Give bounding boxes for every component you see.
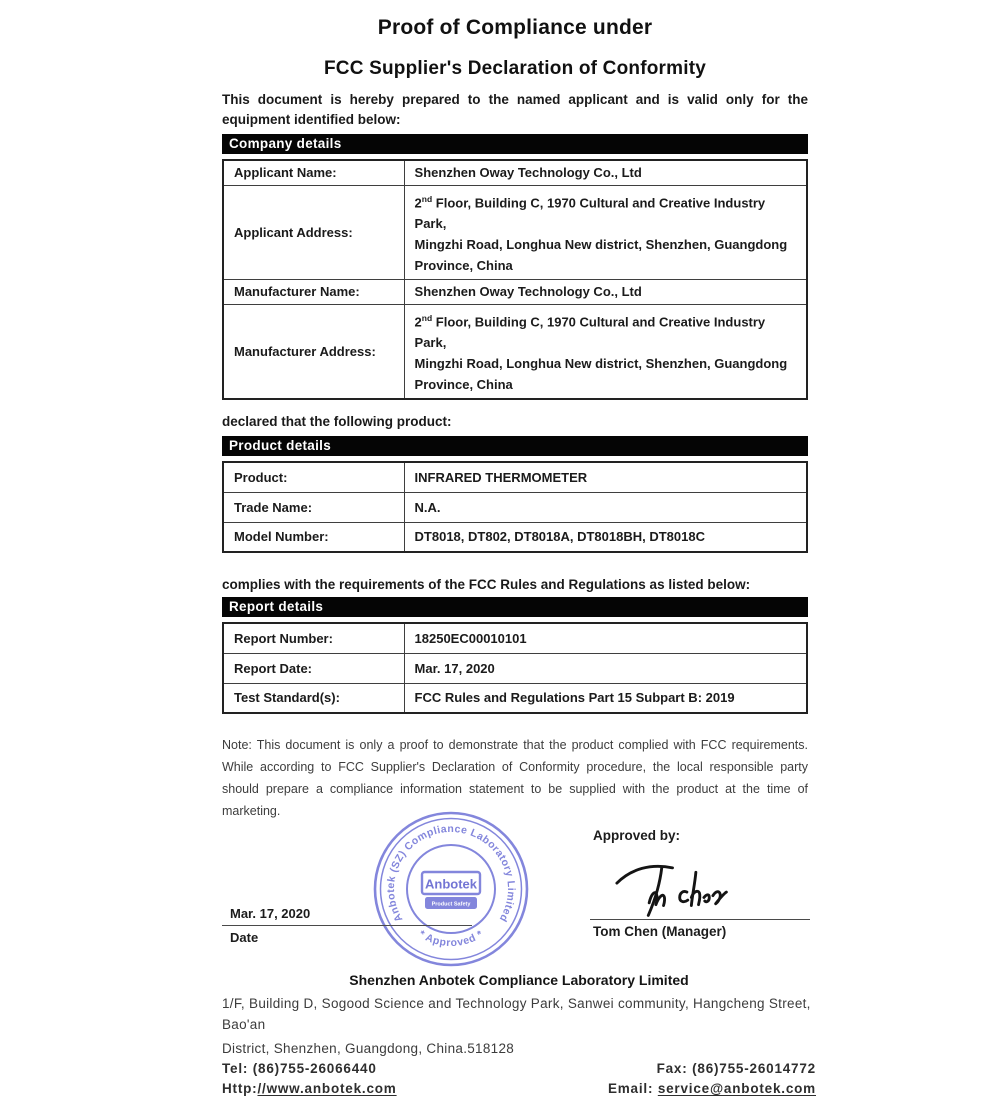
address-line-3: Province, China <box>414 377 513 393</box>
product-label: Product: <box>223 462 404 492</box>
approved-by-label: Approved by: <box>593 828 681 844</box>
report-date-value: Mar. 17, 2020 <box>404 653 807 683</box>
tel-label: Tel: <box>222 1061 253 1077</box>
table-row <box>223 160 807 185</box>
approver-signature-line <box>590 919 810 920</box>
signoff-section <box>222 822 808 968</box>
table-row <box>223 185 807 279</box>
fax-value: (86)755-26014772 <box>692 1061 816 1077</box>
report-date-label: Report Date: <box>223 653 404 683</box>
table-row <box>223 522 807 552</box>
company-details-table <box>222 159 808 400</box>
report-number-value: 18250EC00010101 <box>404 623 807 653</box>
manufacturer-address-value <box>404 304 807 399</box>
intro-paragraph: This document is hereby prepared to the named applicant and is valid only for the equipment identified below: <box>222 92 808 127</box>
stamp-center-name: Anbotek <box>425 876 477 892</box>
date-signature-line <box>222 925 472 926</box>
section-header-company-details: Company details <box>222 134 808 154</box>
manufacturer-address-label: Manufacturer Address: <box>223 304 404 399</box>
complies-statement: complies with the requirements of the FCC Rules and Regulations as listed below: <box>222 577 751 593</box>
applicant-name-value: Shenzhen Oway Technology Co., Ltd <box>404 160 807 185</box>
approved-by-group <box>590 828 810 939</box>
table-row <box>223 623 807 653</box>
manufacturer-name-label: Manufacturer Name: <box>223 279 404 304</box>
stamp-approved-text: * Approved * <box>416 928 486 950</box>
date-group <box>222 906 472 945</box>
trade-name-label: Trade Name: <box>223 492 404 522</box>
address-line-2: Mingzhi Road, Longhua New district, Shenzhen, Guangdong <box>414 236 788 252</box>
report-details-table <box>222 622 808 714</box>
table-row <box>223 492 807 522</box>
address-line-3: Province, China <box>414 257 513 273</box>
http-label: Http: <box>222 1081 258 1097</box>
section-header-product-details: Product details <box>222 436 808 456</box>
address-line-1: 2nd Floor, Building C, 1970 Cultural and Creative Industry Park, <box>414 312 766 351</box>
applicant-address-value <box>404 185 807 279</box>
test-standards-label: Test Standard(s): <box>223 683 404 713</box>
tel-entry <box>222 1059 377 1079</box>
section-header-report-details: Report details <box>222 597 808 617</box>
table-row <box>223 304 807 399</box>
tel-fax-row <box>222 1059 816 1079</box>
note-paragraph: Note: This document is only a proof to demonstrate that the product complied with FCC requirements. While according to FCC Supplier's Declaration of Conformity procedure, the local responsible party should prepare a compliance information statement to be supplied with the product at the time of marketing. <box>222 738 808 819</box>
web-email-row <box>222 1079 816 1099</box>
stamp-center-subtitle: Product Safety <box>431 901 471 908</box>
signoff-date-value: Mar. 17, 2020 <box>230 906 311 922</box>
document-title-line1: Proof of Compliance under <box>377 16 653 39</box>
manufacturer-name-value: Shenzhen Oway Technology Co., Ltd <box>404 279 807 304</box>
website-entry <box>222 1079 397 1099</box>
certificate-body <box>222 0 816 1099</box>
model-number-value: DT8018, DT802, DT8018A, DT8018BH, DT8018C <box>404 522 807 552</box>
website-link[interactable]: //www.anbotek.com <box>257 1081 397 1097</box>
fax-entry <box>657 1059 816 1079</box>
table-row <box>223 683 807 713</box>
email-entry <box>608 1079 816 1099</box>
lab-address-line-2: District, Shenzhen, Guangdong, China.518128 <box>222 1041 515 1057</box>
report-number-label: Report Number: <box>223 623 404 653</box>
product-value: INFRARED THERMOMETER <box>404 462 807 492</box>
tel-value: (86)755-26066440 <box>252 1061 377 1077</box>
applicant-name-label: Applicant Name: <box>223 160 404 185</box>
fax-label: Fax: <box>656 1061 693 1077</box>
table-row <box>223 653 807 683</box>
declared-statement: declared that the following product: <box>222 414 452 430</box>
approver-name: Tom Chen (Manager) <box>593 924 727 940</box>
applicant-address-label: Applicant Address: <box>223 185 404 279</box>
lab-company-name: Shenzhen Anbotek Compliance Laboratory Limited <box>349 972 689 989</box>
model-number-label: Model Number: <box>223 522 404 552</box>
address-line-2: Mingzhi Road, Longhua New district, Shenzhen, Guangdong <box>414 356 788 372</box>
lab-address-line-1: 1/F, Building D, Sogood Science and Technology Park, Sanwei community, Hangcheng Street, Bao'an <box>222 996 811 1033</box>
product-details-table <box>222 461 808 553</box>
signoff-date-label: Date <box>230 930 259 946</box>
table-row <box>223 279 807 304</box>
document-title-line2: FCC Supplier's Declaration of Conformity <box>324 58 706 79</box>
address-line-1: 2nd Floor, Building C, 1970 Cultural and Creative Industry Park, <box>414 193 766 231</box>
footer <box>222 972 816 1099</box>
email-label: Email: <box>607 1081 658 1097</box>
test-standards-value: FCC Rules and Regulations Part 15 Subpart B: 2019 <box>404 683 807 713</box>
email-link[interactable]: service@anbotek.com <box>657 1081 816 1097</box>
handwritten-signature <box>602 849 752 919</box>
stamp-ring-text: Anbotek (SZ) Compliance Laboratory Limited <box>384 823 518 925</box>
table-row <box>223 462 807 492</box>
trade-name-value: N.A. <box>404 492 807 522</box>
